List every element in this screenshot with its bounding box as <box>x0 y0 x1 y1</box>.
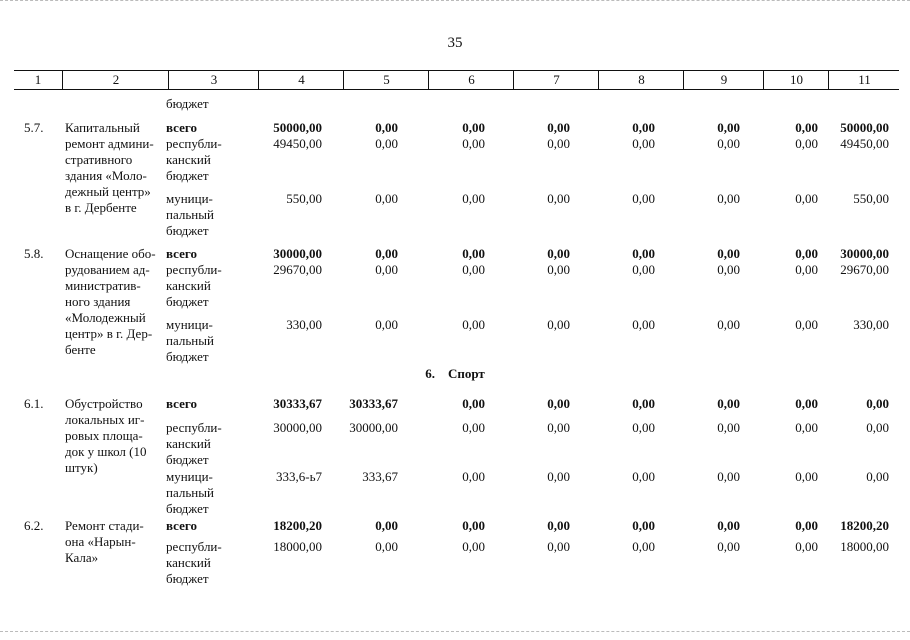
value-cell-col-10: 0,00 <box>795 420 818 435</box>
funding-source-line: канский <box>166 278 211 293</box>
value-cell-col-7: 0,00 <box>547 539 570 554</box>
funding-source-line: бюджет <box>166 452 209 467</box>
funding-source-line: всего <box>166 120 197 135</box>
funding-source-line: канский <box>166 152 211 167</box>
item-name-line: она «Нарын- <box>65 534 136 549</box>
row-number: 6.1. <box>24 396 44 411</box>
scan-top-edge <box>0 0 910 3</box>
value-cell-col-7: 0,00 <box>547 518 570 533</box>
item-name-line: Ремонт стади- <box>65 518 144 533</box>
header-col-5: 5 <box>343 71 429 89</box>
item-name-line: бенте <box>65 342 96 357</box>
funding-source-line: бюджет <box>166 571 209 586</box>
table-header <box>14 70 899 90</box>
funding-source-line: муници- <box>166 469 213 484</box>
value-cell-col-11: 0,00 <box>866 469 889 484</box>
value-cell-col-4: 49450,00 <box>273 136 322 151</box>
value-cell-col-4: 18200,20 <box>273 518 322 533</box>
funding-source-line: всего <box>166 518 197 533</box>
item-name-line: Обустройство <box>65 396 143 411</box>
value-cell-col-5: 0,00 <box>375 539 398 554</box>
value-cell-col-11: 49450,00 <box>840 136 889 151</box>
item-name-line: ремонт админи- <box>65 136 154 151</box>
value-cell-col-11: 18000,00 <box>840 539 889 554</box>
item-name-line: Оснащение обо- <box>65 246 156 261</box>
value-cell-col-5: 0,00 <box>375 120 398 135</box>
value-cell-col-6: 0,00 <box>462 469 485 484</box>
value-cell-col-7: 0,00 <box>547 246 570 261</box>
value-cell-col-10: 0,00 <box>795 120 818 135</box>
funding-source-line: пальный <box>166 333 214 348</box>
header-col-1: 1 <box>34 72 42 87</box>
value-cell-col-4: 30333,67 <box>273 396 322 411</box>
value-cell-col-9: 0,00 <box>717 317 740 332</box>
funding-source-line: муници- <box>166 191 213 206</box>
value-cell-col-6: 0,00 <box>462 518 485 533</box>
funding-source-line: бюджет <box>166 96 209 111</box>
value-cell-col-4: 550,00 <box>286 191 322 206</box>
item-name-line: Капитальный <box>65 120 140 135</box>
value-cell-col-8: 0,00 <box>632 246 655 261</box>
value-cell-col-10: 0,00 <box>795 518 818 533</box>
value-cell-col-10: 0,00 <box>795 317 818 332</box>
header-col-3: 3 <box>168 71 259 89</box>
value-cell-col-11: 0,00 <box>866 420 889 435</box>
value-cell-col-4: 330,00 <box>286 317 322 332</box>
item-name-line: стративного <box>65 152 133 167</box>
value-cell-col-11: 29670,00 <box>840 262 889 277</box>
value-cell-col-6: 0,00 <box>462 120 485 135</box>
header-col-10: 10 <box>763 71 829 89</box>
funding-source-line: всего <box>166 246 197 261</box>
value-cell-col-9: 0,00 <box>717 191 740 206</box>
funding-source-line: республи- <box>166 539 222 554</box>
value-cell-col-11: 50000,00 <box>840 120 889 135</box>
value-cell-col-5: 0,00 <box>375 518 398 533</box>
value-cell-col-10: 0,00 <box>795 262 818 277</box>
value-cell-col-11: 18200,20 <box>840 518 889 533</box>
header-col-2: 2 <box>62 71 169 89</box>
value-cell-col-9: 0,00 <box>717 120 740 135</box>
funding-source-line: канский <box>166 436 211 451</box>
item-name-line: ровых площа- <box>65 428 143 443</box>
funding-source-line: республи- <box>166 420 222 435</box>
value-cell-col-4: 333,6-ь7 <box>275 469 322 484</box>
funding-source-line: бюджет <box>166 294 209 309</box>
scan-bottom-edge <box>0 631 910 634</box>
value-cell-col-4: 30000,00 <box>273 246 322 261</box>
funding-source-line: бюджет <box>166 501 209 516</box>
funding-source-line: республи- <box>166 262 222 277</box>
funding-source-line: всего <box>166 396 197 411</box>
value-cell-col-5: 30333,67 <box>349 396 398 411</box>
funding-source-line: республи- <box>166 136 222 151</box>
item-name-line: в г. Дербенте <box>65 200 137 215</box>
value-cell-col-9: 0,00 <box>717 420 740 435</box>
value-cell-col-5: 0,00 <box>375 317 398 332</box>
value-cell-col-9: 0,00 <box>717 518 740 533</box>
value-cell-col-4: 29670,00 <box>273 262 322 277</box>
value-cell-col-10: 0,00 <box>795 396 818 411</box>
header-col-8: 8 <box>598 71 684 89</box>
value-cell-col-11: 330,00 <box>853 317 889 332</box>
value-cell-col-9: 0,00 <box>717 469 740 484</box>
row-number: 5.7. <box>24 120 44 135</box>
value-cell-col-6: 0,00 <box>462 191 485 206</box>
value-cell-col-8: 0,00 <box>632 420 655 435</box>
value-cell-col-11: 550,00 <box>853 191 889 206</box>
value-cell-col-10: 0,00 <box>795 136 818 151</box>
item-name-line: министратив- <box>65 278 141 293</box>
value-cell-col-8: 0,00 <box>632 317 655 332</box>
value-cell-col-6: 0,00 <box>462 317 485 332</box>
value-cell-col-10: 0,00 <box>795 469 818 484</box>
row-number: 6.2. <box>24 518 44 533</box>
value-cell-col-6: 0,00 <box>462 539 485 554</box>
value-cell-col-6: 0,00 <box>462 246 485 261</box>
value-cell-col-8: 0,00 <box>632 396 655 411</box>
value-cell-col-10: 0,00 <box>795 539 818 554</box>
value-cell-col-8: 0,00 <box>632 518 655 533</box>
value-cell-col-5: 0,00 <box>375 246 398 261</box>
value-cell-col-6: 0,00 <box>462 136 485 151</box>
value-cell-col-7: 0,00 <box>547 469 570 484</box>
item-name-line: Кала» <box>65 550 99 565</box>
value-cell-col-8: 0,00 <box>632 191 655 206</box>
item-name-line: локальных иг- <box>65 412 145 427</box>
section-number: 6. <box>425 366 435 381</box>
header-col-4: 4 <box>258 71 344 89</box>
funding-source-line: бюджет <box>166 223 209 238</box>
value-cell-col-11: 0,00 <box>866 396 889 411</box>
header-col-7: 7 <box>513 71 599 89</box>
row-number: 5.8. <box>24 246 44 261</box>
funding-source-line: пальный <box>166 485 214 500</box>
item-name-line: док у школ (10 <box>65 444 147 459</box>
value-cell-col-10: 0,00 <box>795 246 818 261</box>
item-name-line: «Молодежный <box>65 310 146 325</box>
value-cell-col-9: 0,00 <box>717 136 740 151</box>
item-name-line: ного здания <box>65 294 131 309</box>
funding-source-line: бюджет <box>166 168 209 183</box>
value-cell-col-7: 0,00 <box>547 136 570 151</box>
value-cell-col-5: 30000,00 <box>349 420 398 435</box>
value-cell-col-7: 0,00 <box>547 120 570 135</box>
value-cell-col-6: 0,00 <box>462 420 485 435</box>
value-cell-col-7: 0,00 <box>547 420 570 435</box>
value-cell-col-11: 30000,00 <box>840 246 889 261</box>
header-col-6: 6 <box>428 71 514 89</box>
funding-source-line: пальный <box>166 207 214 222</box>
funding-source-line: канский <box>166 555 211 570</box>
section-heading <box>0 366 910 382</box>
value-cell-col-8: 0,00 <box>632 469 655 484</box>
funding-source-line: муници- <box>166 317 213 332</box>
item-name-line: здания «Моло- <box>65 168 147 183</box>
value-cell-col-4: 18000,00 <box>273 539 322 554</box>
item-name-line: штук) <box>65 460 98 475</box>
value-cell-col-7: 0,00 <box>547 317 570 332</box>
value-cell-col-8: 0,00 <box>632 262 655 277</box>
value-cell-col-6: 0,00 <box>462 262 485 277</box>
value-cell-col-8: 0,00 <box>632 120 655 135</box>
item-name-line: рудованием ад- <box>65 262 150 277</box>
value-cell-col-7: 0,00 <box>547 396 570 411</box>
value-cell-col-4: 30000,00 <box>273 420 322 435</box>
value-cell-col-9: 0,00 <box>717 246 740 261</box>
value-cell-col-5: 0,00 <box>375 191 398 206</box>
value-cell-col-8: 0,00 <box>632 136 655 151</box>
funding-source-line: бюджет <box>166 349 209 364</box>
value-cell-col-4: 50000,00 <box>273 120 322 135</box>
item-name-line: центр» в г. Дер- <box>65 326 153 341</box>
section-title: Спорт <box>447 366 485 381</box>
value-cell-col-5: 0,00 <box>375 136 398 151</box>
header-col-11: 11 <box>828 71 900 89</box>
value-cell-col-5: 333,67 <box>362 469 398 484</box>
value-cell-col-7: 0,00 <box>547 191 570 206</box>
value-cell-col-5: 0,00 <box>375 262 398 277</box>
value-cell-col-7: 0,00 <box>547 262 570 277</box>
value-cell-col-9: 0,00 <box>717 539 740 554</box>
header-col-9: 9 <box>683 71 764 89</box>
value-cell-col-9: 0,00 <box>717 262 740 277</box>
value-cell-col-10: 0,00 <box>795 191 818 206</box>
item-name-line: дежный центр» <box>65 184 151 199</box>
page-number: 35 <box>447 35 463 51</box>
value-cell-col-9: 0,00 <box>717 396 740 411</box>
value-cell-col-8: 0,00 <box>632 539 655 554</box>
value-cell-col-6: 0,00 <box>462 396 485 411</box>
